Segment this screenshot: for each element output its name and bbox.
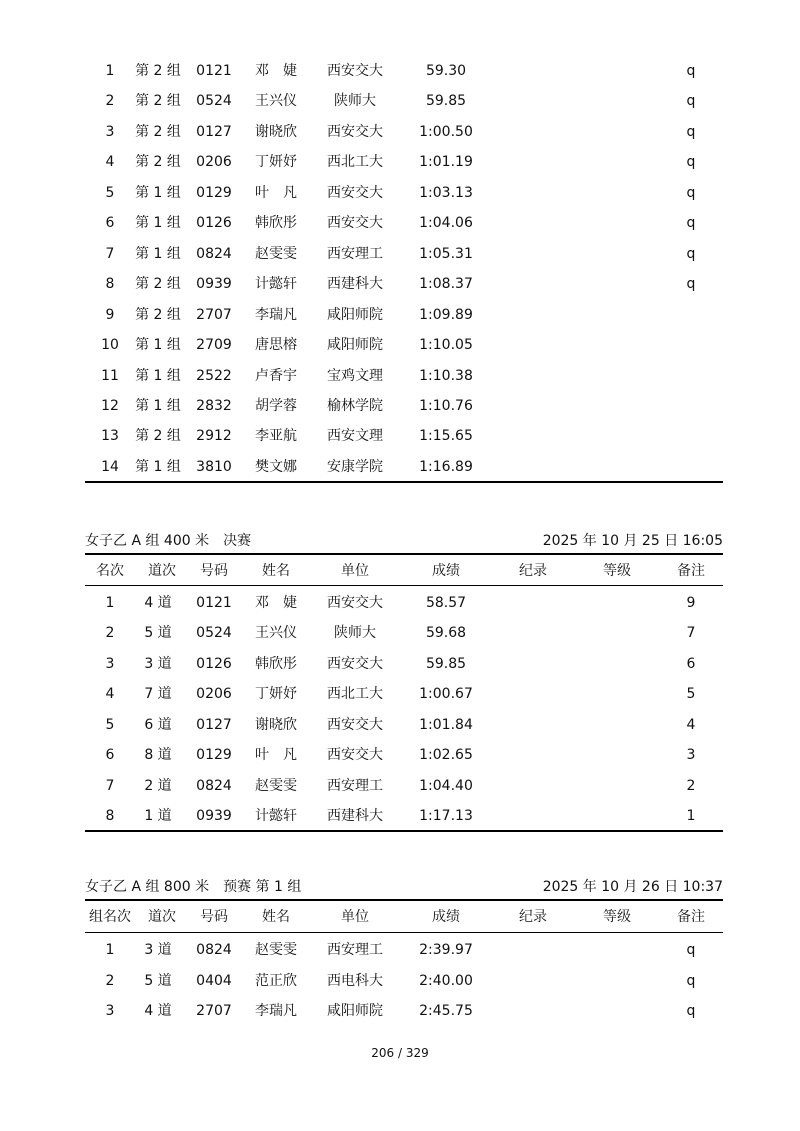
athlete-name-cell: 李瑞凡 — [255, 1003, 297, 1019]
column-header: 号码 — [200, 909, 228, 925]
bib-cell: 2912 — [196, 428, 232, 445]
table-row — [0, 61, 800, 81]
athlete-name-cell: 王兴仪 — [255, 93, 297, 110]
rank-cell: 3 — [105, 1003, 115, 1019]
rank-cell: 1 — [105, 942, 115, 958]
table-row — [0, 396, 800, 416]
column-header: 纪录 — [519, 563, 547, 579]
bib-cell: 0824 — [196, 942, 232, 958]
table-row — [0, 426, 800, 446]
table-bottom-rule — [85, 481, 723, 483]
column-header: 道次 — [148, 909, 176, 925]
column-header: 等级 — [603, 909, 631, 925]
table-row — [0, 305, 800, 325]
note-cell: 5 — [686, 686, 696, 703]
lane-cell: 5 道 — [144, 972, 172, 989]
athlete-name-cell: 计懿轩 — [255, 808, 297, 825]
rank-cell: 8 — [105, 276, 115, 293]
lane-cell: 第 1 组 — [135, 184, 181, 201]
bib-cell: 2707 — [196, 1003, 232, 1019]
column-header: 备注 — [677, 563, 705, 579]
note-cell: q — [686, 215, 696, 232]
column-header: 纪录 — [519, 909, 547, 925]
lane-cell: 第 2 组 — [135, 123, 181, 140]
result-cell: 1:10.05 — [419, 337, 473, 354]
rank-cell: 7 — [105, 245, 115, 262]
result-cell: 1:05.31 — [419, 245, 473, 262]
bib-cell: 0404 — [196, 972, 232, 989]
athlete-name-cell: 邓 婕 — [255, 595, 297, 611]
athlete-name-cell: 丁妍妤 — [255, 154, 297, 171]
result-cell: 58.57 — [425, 595, 467, 611]
table-row — [0, 274, 800, 294]
event-title: 女子乙 A 组 400 米 决赛 — [85, 533, 252, 549]
athlete-name-cell: 唐思榕 — [255, 337, 297, 354]
note-cell: 9 — [686, 595, 696, 611]
note-cell: 4 — [686, 716, 696, 733]
rank-cell: 14 — [101, 458, 119, 475]
table-header-row — [0, 561, 800, 581]
table-row — [0, 715, 800, 735]
athlete-name-cell: 赵雯雯 — [255, 777, 297, 794]
unit-cell: 陕师大 — [334, 625, 376, 642]
lane-cell: 第 1 组 — [135, 245, 181, 262]
bib-cell: 2832 — [196, 397, 232, 414]
athlete-name-cell: 韩欣彤 — [255, 215, 297, 232]
bib-cell: 0129 — [196, 747, 232, 764]
lane-cell: 6 道 — [144, 716, 172, 733]
unit-cell: 西建科大 — [327, 808, 383, 825]
rank-cell: 7 — [105, 777, 115, 794]
unit-cell: 咸阳师院 — [327, 1003, 383, 1019]
table-row — [0, 457, 800, 477]
bib-cell: 0121 — [196, 63, 232, 79]
table-row — [0, 91, 800, 111]
note-cell: q — [686, 245, 696, 262]
bib-cell: 2709 — [196, 337, 232, 354]
rank-cell: 5 — [105, 716, 115, 733]
bib-cell: 0206 — [196, 686, 232, 703]
header-divider — [85, 932, 723, 933]
bib-cell: 0524 — [196, 625, 232, 642]
bib-cell: 0524 — [196, 93, 232, 110]
athlete-name-cell: 韩欣彤 — [255, 655, 297, 672]
column-header: 姓名 — [262, 563, 290, 579]
rank-cell: 4 — [105, 154, 115, 171]
event-title-row — [0, 877, 800, 897]
note-cell: q — [686, 1003, 696, 1019]
bib-cell: 0129 — [196, 184, 232, 201]
bib-cell: 0824 — [196, 245, 232, 262]
unit-cell: 安康学院 — [327, 458, 383, 475]
bib-cell: 0939 — [196, 808, 232, 825]
lane-cell: 第 2 组 — [135, 428, 181, 445]
unit-cell: 西安交大 — [327, 184, 383, 201]
result-cell: 1:08.37 — [419, 276, 473, 293]
athlete-name-cell: 范正欣 — [255, 972, 297, 989]
rank-cell: 2 — [105, 972, 115, 989]
rank-cell: 1 — [105, 595, 115, 611]
result-cell: 1:04.40 — [419, 777, 473, 794]
athlete-name-cell: 李瑞凡 — [255, 306, 297, 323]
event-title: 女子乙 A 组 800 米 预赛 第 1 组 — [85, 879, 302, 895]
result-cell: 1:00.50 — [419, 123, 473, 140]
athlete-name-cell: 赵雯雯 — [255, 245, 297, 262]
rank-cell: 10 — [101, 337, 119, 354]
event-datetime: 2025 年 10 月 26 日 10:37 — [542, 879, 723, 895]
rank-cell: 11 — [101, 367, 119, 384]
table-row — [0, 593, 800, 613]
unit-cell: 西安交大 — [327, 123, 383, 140]
result-cell: 1:01.19 — [419, 154, 473, 171]
result-cell: 1:02.65 — [419, 747, 473, 764]
lane-cell: 第 1 组 — [135, 397, 181, 414]
result-cell: 1:03.13 — [419, 184, 473, 201]
lane-cell: 1 道 — [144, 808, 172, 825]
table-row — [0, 213, 800, 233]
unit-cell: 西北工大 — [327, 154, 383, 171]
unit-cell: 西安交大 — [327, 655, 383, 672]
unit-cell: 咸阳师院 — [327, 337, 383, 354]
athlete-name-cell: 卢香宇 — [255, 367, 297, 384]
rank-cell: 6 — [105, 747, 115, 764]
table-row — [0, 335, 800, 355]
rank-cell: 13 — [101, 428, 119, 445]
result-cell: 2:40.00 — [419, 972, 473, 989]
note-cell: 2 — [686, 777, 696, 794]
unit-cell: 西安交大 — [327, 747, 383, 764]
lane-cell: 8 道 — [144, 747, 172, 764]
rank-cell: 3 — [105, 123, 115, 140]
bib-cell: 0127 — [196, 716, 232, 733]
lane-cell: 第 1 组 — [135, 215, 181, 232]
column-header: 单位 — [341, 909, 369, 925]
unit-cell: 西安文理 — [327, 428, 383, 445]
table-row — [0, 152, 800, 172]
note-cell: q — [686, 123, 696, 140]
athlete-name-cell: 谢晓欣 — [255, 123, 297, 140]
rank-cell: 1 — [105, 63, 115, 79]
bib-cell: 0206 — [196, 154, 232, 171]
result-cell: 1:15.65 — [419, 428, 473, 445]
lane-cell: 第 1 组 — [135, 458, 181, 475]
athlete-name-cell: 计懿轩 — [255, 276, 297, 293]
result-cell: 1:16.89 — [419, 458, 473, 475]
column-header: 道次 — [148, 563, 176, 579]
note-cell: 3 — [686, 747, 696, 764]
rank-cell: 4 — [105, 686, 115, 703]
table-row — [0, 1001, 800, 1021]
lane-cell: 2 道 — [144, 777, 172, 794]
bib-cell: 0939 — [196, 276, 232, 293]
table-row — [0, 776, 800, 796]
rank-cell: 2 — [105, 93, 115, 110]
bib-cell: 0126 — [196, 215, 232, 232]
column-header: 姓名 — [262, 909, 290, 925]
unit-cell: 西安交大 — [327, 595, 383, 611]
note-cell: q — [686, 63, 696, 79]
unit-cell: 西电科大 — [327, 972, 383, 989]
table-row — [0, 122, 800, 142]
lane-cell: 5 道 — [144, 625, 172, 642]
unit-cell: 西安交大 — [327, 716, 383, 733]
rank-cell: 6 — [105, 215, 115, 232]
note-cell: 7 — [686, 625, 696, 642]
rank-cell: 3 — [105, 655, 115, 672]
rank-cell: 9 — [105, 306, 115, 323]
unit-cell: 咸阳师院 — [327, 306, 383, 323]
column-header: 单位 — [341, 563, 369, 579]
header-divider — [85, 585, 723, 586]
column-header: 名次 — [96, 563, 124, 579]
result-cell: 2:39.97 — [419, 942, 473, 958]
column-header: 号码 — [200, 563, 228, 579]
lane-cell: 3 道 — [144, 655, 172, 672]
table-row — [0, 684, 800, 704]
result-cell: 1:09.89 — [419, 306, 473, 323]
unit-cell: 西北工大 — [327, 686, 383, 703]
unit-cell: 宝鸡文理 — [327, 367, 383, 384]
note-cell: q — [686, 154, 696, 171]
lane-cell: 第 1 组 — [135, 367, 181, 384]
rank-cell: 2 — [105, 625, 115, 642]
lane-cell: 4 道 — [144, 1003, 172, 1019]
lane-cell: 第 2 组 — [135, 306, 181, 323]
result-cell: 1:00.67 — [419, 686, 473, 703]
bib-cell: 2707 — [196, 306, 232, 323]
athlete-name-cell: 胡学蓉 — [255, 397, 297, 414]
table-row — [0, 244, 800, 264]
table-row — [0, 654, 800, 674]
unit-cell: 西安理工 — [327, 942, 383, 958]
result-cell: 59.68 — [425, 625, 467, 642]
result-cell: 1:10.76 — [419, 397, 473, 414]
bib-cell: 0121 — [196, 595, 232, 611]
page-number: 206 / 329 — [371, 1046, 429, 1060]
note-cell: 6 — [686, 655, 696, 672]
athlete-name-cell: 王兴仪 — [255, 625, 297, 642]
result-cell: 59.85 — [425, 655, 467, 672]
athlete-name-cell: 樊文娜 — [255, 458, 297, 475]
bib-cell: 0126 — [196, 655, 232, 672]
lane-cell: 第 1 组 — [135, 337, 181, 354]
lane-cell: 第 2 组 — [135, 93, 181, 110]
rank-cell: 8 — [105, 808, 115, 825]
rank-cell: 12 — [101, 397, 119, 414]
note-cell: 1 — [686, 808, 696, 825]
result-cell: 59.85 — [425, 93, 467, 110]
column-header: 等级 — [603, 563, 631, 579]
athlete-name-cell: 李亚航 — [255, 428, 297, 445]
table-row — [0, 366, 800, 386]
result-cell: 2:45.75 — [419, 1003, 473, 1019]
bib-cell: 3810 — [196, 458, 232, 475]
athlete-name-cell: 赵雯雯 — [255, 942, 297, 958]
athlete-name-cell: 丁妍妤 — [255, 686, 297, 703]
table-top-rule — [85, 899, 723, 901]
athlete-name-cell: 邓 婕 — [255, 63, 297, 79]
athlete-name-cell: 叶 凡 — [255, 184, 297, 201]
unit-cell: 西安交大 — [327, 63, 383, 79]
event-title-row — [0, 531, 800, 551]
lane-cell: 3 道 — [144, 942, 172, 958]
table-row — [0, 806, 800, 826]
unit-cell: 西安交大 — [327, 215, 383, 232]
note-cell: q — [686, 93, 696, 110]
note-cell: q — [686, 184, 696, 201]
result-cell: 59.30 — [425, 63, 467, 79]
table-row — [0, 940, 800, 960]
athlete-name-cell: 谢晓欣 — [255, 716, 297, 733]
column-header: 成绩 — [432, 563, 460, 579]
lane-cell: 第 2 组 — [135, 276, 181, 293]
table-row — [0, 745, 800, 765]
note-cell: q — [686, 942, 696, 958]
lane-cell: 7 道 — [144, 686, 172, 703]
table-top-rule — [85, 553, 723, 555]
table-row — [0, 183, 800, 203]
result-cell: 1:04.06 — [419, 215, 473, 232]
table-header-row — [0, 907, 800, 927]
result-cell: 1:17.13 — [419, 808, 473, 825]
lane-cell: 4 道 — [144, 595, 172, 611]
column-header: 组名次 — [89, 909, 131, 925]
note-cell: q — [686, 276, 696, 293]
bib-cell: 2522 — [196, 367, 232, 384]
result-cell: 1:10.38 — [419, 367, 473, 384]
lane-cell: 第 2 组 — [135, 154, 181, 171]
event-datetime: 2025 年 10 月 25 日 16:05 — [542, 533, 723, 549]
table-row — [0, 623, 800, 643]
unit-cell: 榆林学院 — [327, 397, 383, 414]
unit-cell: 西安理工 — [327, 245, 383, 262]
rank-cell: 5 — [105, 184, 115, 201]
table-bottom-rule — [85, 830, 723, 832]
column-header: 备注 — [677, 909, 705, 925]
athlete-name-cell: 叶 凡 — [255, 747, 297, 764]
note-cell: q — [686, 972, 696, 989]
bib-cell: 0127 — [196, 123, 232, 140]
lane-cell: 第 2 组 — [135, 63, 181, 79]
bib-cell: 0824 — [196, 777, 232, 794]
column-header: 成绩 — [432, 909, 460, 925]
unit-cell: 西安理工 — [327, 777, 383, 794]
result-cell: 1:01.84 — [419, 716, 473, 733]
unit-cell: 陕师大 — [334, 93, 376, 110]
unit-cell: 西建科大 — [327, 276, 383, 293]
table-row — [0, 971, 800, 991]
